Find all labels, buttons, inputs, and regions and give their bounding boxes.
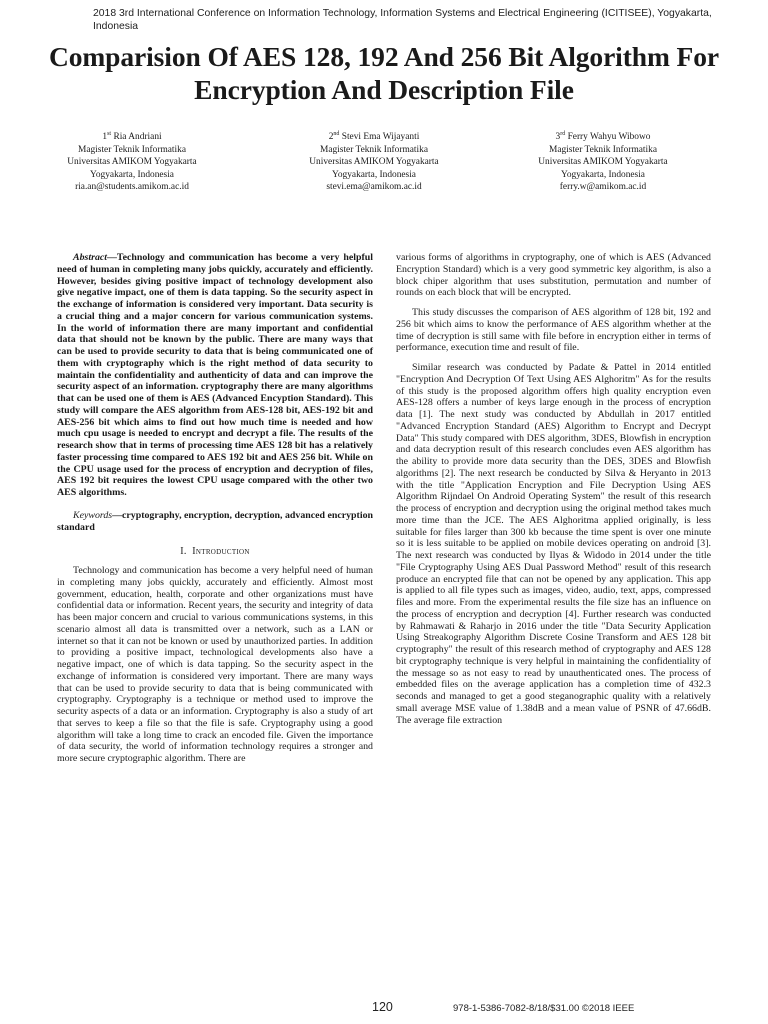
related-work-paragraph: Similar research was conducted by Padate & Pattel in 2014 entitled "Encryption And Decryption Of Text Using AES Alghoritm" As for the results of this study is the proposed algorithm offers high quality encryption even AES-128 offers a number of keys large enough in the process of encryption data [1]. The next study was conducted by Abdullah in 2017 entitled "Advanced Encryption Standard (AES) Algorithm to Encrypt and Decrypt Data" This study compared with DES algorithm, 3DES, Blowfish in encryption and data decryption result of this research concludes even AES algorithm has the ability to provide more data security than the DES, 3DES and Blowfish algorithms [2]. The next research be conducted by Silva & Heryanto in 2013 with the title "Application Encryption and File Decryption Using AES Algorithm Rijndael On Android Operating System" the result of this research the process of encryption and decryption using the original method takes much more time than the JCE. The AES Alghoritma applied originally, is less suitable for files larger than 300 kb because the time spent is over one minute so it is less suitable to be applied on mobile devices operating on android [3]. The next research was conducted by Ilyas & Widodo in 2014 under the title "File Cryptography Using AES Dual Password Method" result of this research produce an encrypted file that can not be opened by any application. This app is applied to all file types such as images, video, audio, text, apps, compressed files and more. From the experimental results the file size has an influence on the process of encryption and decryption [4]. Further research was conducted by Rahmawati & Raharjo in 2016 under the title "Data Security Application Using Streakography Algorithm Discrete Cosine Transform and AES 128 bit cryptography" the result of this research method of cryptography and AES 128 bit cryptography technique is very helpful in maintaining the confidentiality of the message so as not easy to read by unauthenticated ones. The process of embedded files on the average application has a completion time of 432.3 seconds and managed to get a good steganographic quality with a relatively small average MSE value of 1.38dB and a mean value of PSNR of 47.66dB. The average file extraction	[396, 362, 711, 726]
section-number: I.	[180, 546, 187, 558]
author-ordinal-suffix: st	[107, 131, 112, 137]
author-block-1	[32, 131, 232, 194]
keywords-text: —cryptography, encryption, decryption, advanced encryption standard	[57, 509, 374, 533]
abstract-label: Abstract	[73, 252, 108, 263]
author-name: Ria Andriani	[113, 132, 162, 142]
author-univ: Universitas AMIKOM Yogyakarta	[67, 157, 197, 168]
keywords-label: Keywords	[73, 509, 113, 521]
author-block-2	[274, 131, 474, 194]
author-block-3	[503, 131, 703, 194]
author-email: stevi.ema@amikom.ac.id	[326, 182, 422, 193]
author-dept: Magister Teknik Informatika	[78, 144, 186, 155]
left-column	[57, 252, 373, 765]
author-city: Yogyakarta, Indonesia	[332, 169, 416, 180]
isbn-line: 978-1-5386-7082-8/18/$31.00 ©2018 IEEE	[453, 1003, 635, 1014]
author-univ: Universitas AMIKOM Yogyakarta	[538, 157, 668, 168]
author-dept: Magister Teknik Informatika	[320, 144, 428, 155]
intro-paragraph: Technology and communication has become a very helpful need of human in completing many jobs quickly, accurately and efficiently. Almost most government, education, health, corporate and other organizations must have confidential data or information. Recent years, the security and integrity of data has been major concern and crucial to various communications systems, in this scenario almost all data is transmitted over a network, such as a LAN or internet so that it can not be known or used by unauthorized parties. In addition to providing a positive impact, technological developments also have a negative impact, one of which is data tapping. So the security aspect in the exchange of information is considered very important. There are many ways that can be used to provide security to data that is being communicated with cryptography. Cryptography is a technique or method used to improve the security aspects of a data or an information. Cryptography is also a study of art that serves to keep a file so that the file is safe. Cryptography using a good algorithm will take a long time to crack an encoded file. Given the importance of data security, the world of information technology requires a stronger and more secure cryptographic algorithm. There are	[57, 565, 373, 764]
author-ordinal: 2	[328, 132, 334, 142]
intro-paragraph-continued: various forms of algorithms in cryptography, one of which is AES (Advanced Encryption Standard) which is a very good symmetric key algorithm, is also a block chiper algorithm that uses substitution, permutation and number of rounds on each block that will be encrypted.	[396, 252, 711, 299]
intro-paragraph: This study discusses the comparison of AES algorithm of 128 bit, 192 and 256 bit which aims to know the performance of AES algorithm whether at the time of decryption is still same with file before in encryption either in terms of performance, execution time and result of file.	[396, 307, 711, 354]
author-name: Stevi Ema Wijayanti	[341, 132, 420, 142]
paper-title: Comparision Of AES 128, 192 And 256 Bit Algorithm For Encryption And Description File	[48, 41, 720, 105]
abstract-text: —Technology and communication has become a very helpful need of human in completing many jobs quickly, accurately and efficiently. However, besides giving positive impact of technology development also give negative impact, one of them is data tapping. So the security aspect in the exchange of information is considered very important. Data security is a crucial thing and a major concern for various communication systems. In the world of information there are many important and confidential data that should not be known by the public. There are many ways that can be used to provide security to data that is being communicated one of them with cryptography which is the right method of data security to maintain the confidentiality and authenticity of data and can improve the security aspect of an information. cryptography there are many algorithms that can be used one of them is AES (Advanced Encyption Standard). This study will compare the AES algorithm from AES-128 bit, AES-192 bit and AES-256 bit which aims to find out how much time is needed and how much cpu usage is needed to encrypt and decrypt a file. The results of the research show that in terms of processing time AES 128 bit has a relatively faster processing time compared to AES 192 bit and AES 256 bit. While on the CPU usage used for the process of encryption and decryption of files, AES 192 bit requires the lowest CPU usage compared with the other two AES algorithms.	[57, 252, 373, 498]
author-dept: Magister Teknik Informatika	[549, 144, 657, 155]
author-ordinal: 1	[102, 132, 108, 142]
conference-header: 2018 3rd International Conference on Information Technology, Information Systems and Electrical Engineering (ICITISEE), Yogyakarta, Indonesia	[93, 8, 712, 32]
author-univ: Universitas AMIKOM Yogyakarta	[309, 157, 439, 168]
keywords	[57, 510, 373, 534]
author-email: ria.an@students.amikom.ac.id	[75, 182, 189, 193]
author-ordinal: 3	[555, 132, 561, 142]
author-ordinal-suffix: rd	[560, 131, 566, 137]
page-number: 120	[372, 1000, 393, 1014]
abstract	[57, 252, 373, 499]
author-city: Yogyakarta, Indonesia	[90, 169, 174, 180]
author-email: ferry.w@amikom.ac.id	[559, 182, 647, 193]
author-ordinal-suffix: nd	[333, 131, 340, 137]
section-title: Introduction	[192, 546, 250, 558]
author-city: Yogyakarta, Indonesia	[561, 169, 645, 180]
right-column	[396, 252, 711, 726]
author-name: Ferry Wahyu Wibowo	[567, 132, 651, 142]
section-heading	[57, 546, 373, 558]
